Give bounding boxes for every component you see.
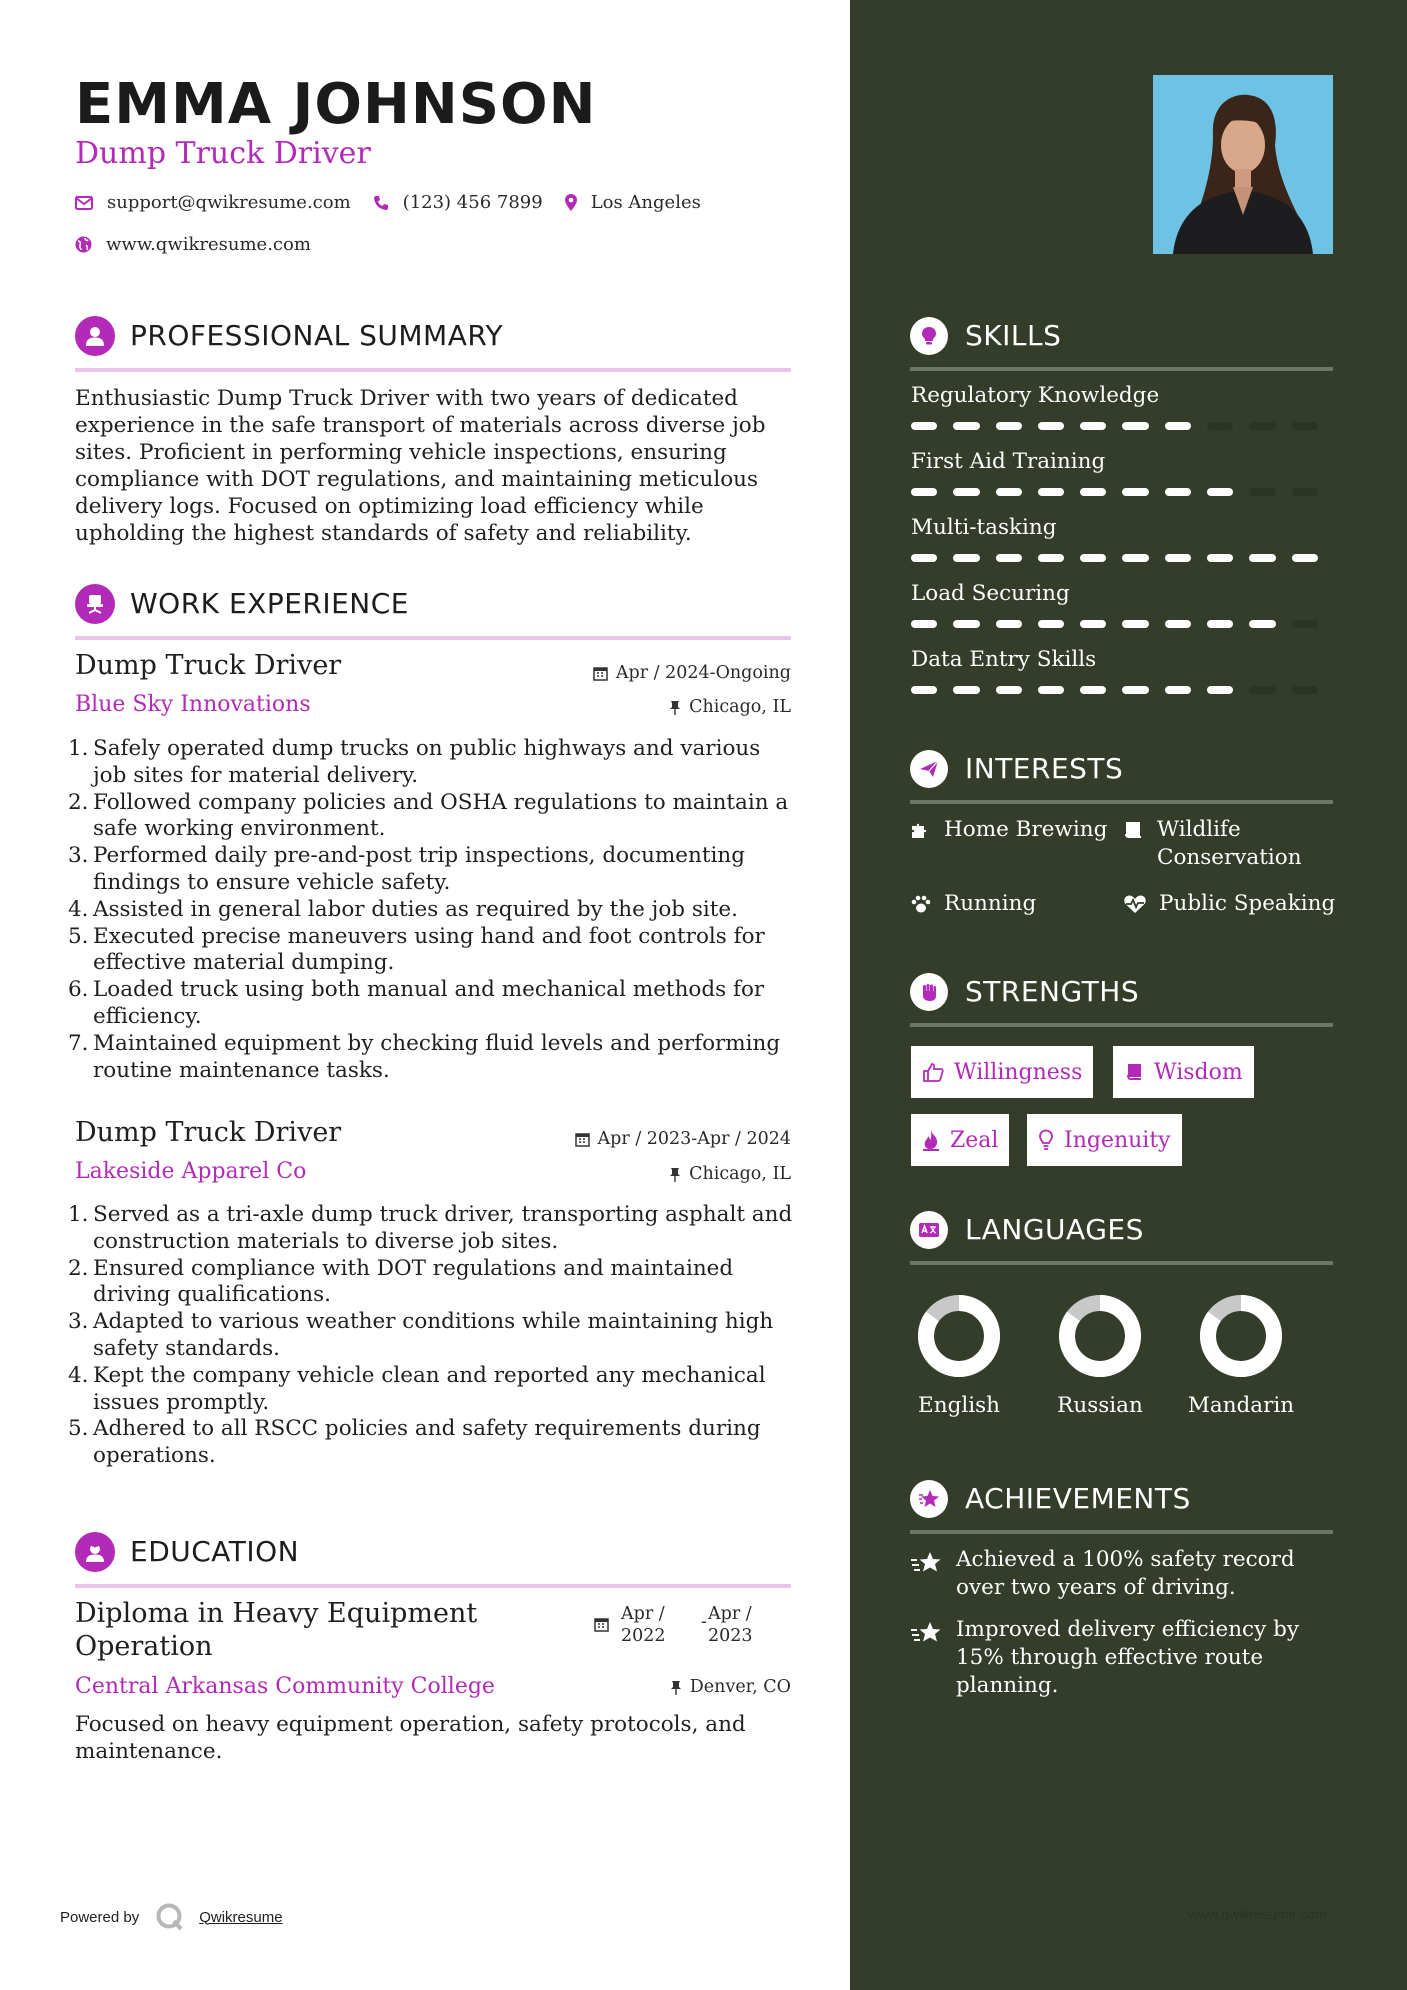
lightbulb-icon bbox=[910, 317, 948, 355]
skill-level-dash bbox=[1292, 554, 1318, 562]
section-divider bbox=[910, 367, 1333, 371]
skill-level-dash bbox=[1292, 422, 1318, 430]
skill-level-dash bbox=[953, 686, 979, 694]
skill-level-dash bbox=[1122, 488, 1148, 496]
skill-level-dash bbox=[911, 686, 937, 694]
office-chair-icon bbox=[75, 584, 115, 624]
skill-level-dash bbox=[1207, 620, 1233, 628]
skill-level-dash bbox=[1292, 488, 1318, 496]
section-divider bbox=[75, 636, 791, 640]
skill-level-dash bbox=[1122, 686, 1148, 694]
skills-title: SKILLS bbox=[965, 319, 1062, 352]
skill-level-dash bbox=[1207, 686, 1233, 694]
job-location-text: Chicago, IL bbox=[689, 1164, 791, 1184]
calendar-icon bbox=[594, 1617, 609, 1632]
achievements-section-header bbox=[910, 1480, 1333, 1540]
languages-section-header bbox=[910, 1211, 1333, 1271]
skill-level-dash bbox=[1165, 554, 1191, 562]
skill-level-dash bbox=[1080, 620, 1106, 628]
achievement-text: Improved delivery efficiency by 15% through effective route planning. bbox=[956, 1617, 1299, 1698]
skill-level-dash bbox=[996, 554, 1022, 562]
skill-level-meter bbox=[911, 686, 1334, 694]
strength-label: Ingenuity bbox=[1064, 1127, 1171, 1153]
job-duties-list bbox=[68, 736, 793, 1084]
skill-level-dash bbox=[911, 620, 937, 628]
strengths-section-header bbox=[910, 973, 1333, 1033]
skill-level-dash bbox=[1165, 422, 1191, 430]
skill-level-meter bbox=[911, 488, 1334, 496]
skill-level-dash bbox=[953, 554, 979, 562]
degree-title: Diploma in Heavy Equipment Operation bbox=[75, 1598, 478, 1662]
skill-item bbox=[911, 515, 1334, 562]
list-item: 1. Served as a tri-axle dump truck driver, transporting asphalt and construction materials to diverse job sites. bbox=[68, 1202, 793, 1254]
skill-level-dash bbox=[1207, 554, 1233, 562]
list-item: 5. Executed precise maneuvers using hand and foot controls for effective material dumping. bbox=[68, 923, 765, 976]
skill-level-dash bbox=[1038, 686, 1064, 694]
achievement-item bbox=[910, 1616, 1340, 1700]
skill-level-dash bbox=[996, 686, 1022, 694]
strength-label: Zeal bbox=[950, 1127, 999, 1153]
user-icon bbox=[75, 316, 115, 356]
skill-label: First Aid Training bbox=[911, 449, 1106, 474]
shooting-star-icon bbox=[910, 1550, 944, 1576]
footer-website: www.qwikresume.com bbox=[1188, 1906, 1327, 1922]
summary-text: Enthusiastic Dump Truck Driver with two years of dedicated experience in the safe transport of materials across diverse job sites. Proficient in performing vehicle inspections, ensuring compliance with DOT regulations, and maintaining meticulous delivery logs. Focused on optimizing load efficiency while upholding the highest standards of safety and reliability. bbox=[75, 386, 766, 546]
experience-title: WORK EXPERIENCE bbox=[130, 587, 409, 620]
book-icon bbox=[1123, 820, 1145, 840]
pushpin-icon bbox=[669, 700, 681, 715]
candidate-name: EMMA JOHNSON bbox=[75, 72, 597, 137]
job-dates bbox=[593, 663, 791, 683]
list-item: 3. Performed daily pre-and-post trip inspections, documenting findings to ensure vehicle safety. bbox=[68, 843, 746, 895]
skill-level-dash bbox=[1249, 620, 1275, 628]
interest-label: Home Brewing bbox=[944, 817, 1108, 842]
calendar-icon bbox=[593, 666, 608, 681]
heartbeat-icon bbox=[1123, 894, 1147, 914]
interest-label: Public Speaking bbox=[1159, 891, 1336, 916]
section-divider bbox=[910, 1261, 1333, 1265]
education-description: Focused on heavy equipment operation, safety protocols, and maintenance. bbox=[75, 1712, 746, 1764]
interests-title: INTERESTS bbox=[965, 752, 1124, 785]
skill-level-dash bbox=[1165, 620, 1191, 628]
skill-level-dash bbox=[953, 488, 979, 496]
list-item: 3. Adapted to various weather conditions while maintaining high safety standards. bbox=[68, 1309, 774, 1361]
section-divider bbox=[910, 1023, 1333, 1027]
job-dates-text: Apr / 2024-Ongoing bbox=[615, 663, 791, 683]
qwikresume-link[interactable]: Qwikresume bbox=[199, 1908, 283, 1926]
list-item: 5. Adhered to all RSCC policies and safety requirements during operations. bbox=[68, 1416, 761, 1469]
graduate-icon bbox=[75, 1532, 115, 1572]
achievements-title: ACHIEVEMENTS bbox=[965, 1482, 1191, 1515]
school-name: Central Arkansas Community College bbox=[75, 1674, 495, 1699]
list-item: 1. Safely operated dump trucks on public highways and various job sites for material delivery. bbox=[68, 736, 761, 788]
strength-label: Willingness bbox=[954, 1059, 1083, 1085]
shooting-star-icon bbox=[910, 1620, 944, 1646]
strength-label: Wisdom bbox=[1154, 1059, 1243, 1085]
skill-item bbox=[911, 383, 1334, 430]
list-item: 6. Loaded truck using both manual and mechanical methods for efficiency. bbox=[68, 977, 765, 1029]
skill-level-dash bbox=[911, 554, 937, 562]
skill-level-dash bbox=[996, 488, 1022, 496]
skill-level-dash bbox=[1038, 554, 1064, 562]
section-divider bbox=[75, 1584, 791, 1588]
pushpin-icon bbox=[670, 1680, 682, 1695]
achievement-item bbox=[910, 1546, 1340, 1602]
skill-level-dash bbox=[1038, 620, 1064, 628]
language-label: English bbox=[918, 1393, 1000, 1418]
phone-contact[interactable] bbox=[373, 192, 543, 213]
skill-level-dash bbox=[996, 620, 1022, 628]
date-separator: - bbox=[701, 1612, 707, 1632]
language-label: Russian bbox=[1057, 1393, 1143, 1418]
phone-icon bbox=[373, 195, 389, 211]
phone-text: (123) 456 7899 bbox=[402, 192, 543, 213]
list-item: 7. Maintained equipment by checking fluid levels and performing routine maintenance tasks. bbox=[68, 1030, 781, 1083]
job-location-text: Chicago, IL bbox=[689, 697, 791, 717]
website-row bbox=[75, 234, 333, 255]
skill-level-dash bbox=[1165, 686, 1191, 694]
strength-badge bbox=[1113, 1046, 1254, 1098]
language-label: Mandarin bbox=[1187, 1393, 1295, 1418]
skill-label: Regulatory Knowledge bbox=[911, 383, 1160, 408]
skill-level-meter bbox=[911, 554, 1334, 562]
book-icon bbox=[1124, 1062, 1144, 1082]
lightbulb-icon bbox=[1038, 1129, 1054, 1151]
job-duties-list bbox=[68, 1202, 793, 1470]
job-company: Blue Sky Innovations bbox=[75, 692, 311, 717]
map-marker-icon bbox=[565, 194, 577, 211]
school-location bbox=[670, 1677, 791, 1697]
job-location bbox=[669, 697, 791, 717]
strength-badge bbox=[911, 1046, 1093, 1098]
education-end: Apr / 2023 bbox=[708, 1604, 753, 1646]
job-title: Dump Truck Driver bbox=[75, 1117, 342, 1148]
sidebar bbox=[850, 0, 1407, 1990]
skill-item bbox=[911, 581, 1334, 628]
location-text: Los Angeles bbox=[590, 192, 701, 213]
interest-item bbox=[910, 890, 1110, 918]
puzzle-icon bbox=[910, 820, 932, 840]
job-dates bbox=[575, 1129, 791, 1149]
globe-icon bbox=[75, 236, 92, 253]
strength-badge bbox=[1027, 1114, 1182, 1166]
experience-section-header bbox=[75, 584, 791, 644]
section-divider bbox=[75, 368, 791, 372]
skill-level-meter bbox=[911, 422, 1334, 430]
interests-section-header bbox=[910, 750, 1333, 810]
job-dates-text: Apr / 2023-Apr / 2024 bbox=[597, 1129, 791, 1149]
interest-label: Running bbox=[944, 891, 1037, 916]
section-divider bbox=[910, 1530, 1333, 1534]
translate-icon bbox=[910, 1211, 948, 1249]
strengths-title: STRENGTHS bbox=[965, 975, 1140, 1008]
skill-level-meter bbox=[911, 620, 1334, 628]
website-contact[interactable] bbox=[75, 234, 311, 255]
skills-section-header bbox=[910, 317, 1333, 377]
summary-section-header bbox=[75, 316, 791, 376]
skill-level-dash bbox=[1207, 488, 1233, 496]
location-contact bbox=[565, 192, 701, 213]
education-section-header bbox=[75, 1532, 791, 1592]
section-divider bbox=[910, 800, 1333, 804]
language-proficiency-ring bbox=[1057, 1293, 1143, 1379]
powered-by-text: Powered by bbox=[60, 1908, 140, 1926]
languages-title: LANGUAGES bbox=[965, 1213, 1144, 1246]
language-proficiency-ring bbox=[1198, 1293, 1284, 1379]
strength-badge bbox=[911, 1114, 1009, 1166]
language-proficiency-ring bbox=[916, 1293, 1002, 1379]
interest-label: Wildlife Conservation bbox=[1157, 817, 1302, 870]
interest-item bbox=[1123, 816, 1313, 872]
skill-label: Multi-tasking bbox=[911, 515, 1057, 540]
email-contact[interactable] bbox=[75, 192, 351, 213]
skill-level-dash bbox=[1080, 554, 1106, 562]
skill-level-dash bbox=[1249, 686, 1275, 694]
email-text: support@qwikresume.com bbox=[107, 192, 351, 213]
language-item bbox=[894, 1293, 1024, 1418]
calendar-icon bbox=[575, 1132, 590, 1147]
interest-item bbox=[910, 816, 1110, 844]
education-start: Apr / 2022 bbox=[621, 1604, 666, 1646]
education-dates bbox=[621, 1603, 795, 1647]
skill-label: Load Securing bbox=[911, 581, 1070, 606]
candidate-role: Dump Truck Driver bbox=[75, 136, 371, 171]
paper-plane-icon bbox=[910, 750, 948, 788]
skill-level-dash bbox=[1207, 422, 1233, 430]
skill-level-dash bbox=[1249, 554, 1275, 562]
summary-title: PROFESSIONAL SUMMARY bbox=[130, 319, 504, 352]
skill-item bbox=[911, 647, 1334, 694]
envelope-icon bbox=[75, 196, 93, 210]
thumbs-up-icon bbox=[922, 1062, 944, 1082]
achievement-text: Achieved a 100% safety record over two years of driving. bbox=[956, 1547, 1295, 1600]
language-item bbox=[1035, 1293, 1165, 1418]
skill-level-dash bbox=[1080, 422, 1106, 430]
skill-level-dash bbox=[1038, 422, 1064, 430]
education-title: EDUCATION bbox=[130, 1535, 300, 1568]
interest-item bbox=[1123, 890, 1343, 918]
language-item bbox=[1176, 1293, 1306, 1418]
qwikresume-logo-icon bbox=[155, 1902, 185, 1932]
skill-level-dash bbox=[1122, 620, 1148, 628]
fist-icon bbox=[910, 973, 948, 1011]
contact-row bbox=[75, 192, 723, 213]
skill-level-dash bbox=[1080, 686, 1106, 694]
skill-level-dash bbox=[1038, 488, 1064, 496]
skill-level-dash bbox=[1122, 554, 1148, 562]
skill-level-dash bbox=[1080, 488, 1106, 496]
school-location-text: Denver, CO bbox=[689, 1677, 791, 1697]
job-location bbox=[669, 1164, 791, 1184]
skill-level-dash bbox=[996, 422, 1022, 430]
job-title: Dump Truck Driver bbox=[75, 650, 342, 681]
skill-level-dash bbox=[953, 422, 979, 430]
skill-level-dash bbox=[1249, 488, 1275, 496]
list-item: 4. Assisted in general labor duties as required by the job site. bbox=[68, 896, 738, 922]
profile-photo bbox=[1153, 75, 1333, 254]
star-icon bbox=[910, 1480, 948, 1518]
skill-level-dash bbox=[1249, 422, 1275, 430]
skill-level-dash bbox=[1292, 620, 1318, 628]
skill-level-dash bbox=[1165, 488, 1191, 496]
pushpin-icon bbox=[669, 1167, 681, 1182]
skill-level-dash bbox=[953, 620, 979, 628]
fire-icon bbox=[922, 1129, 940, 1151]
skill-level-dash bbox=[1292, 686, 1318, 694]
skill-item bbox=[911, 449, 1334, 496]
list-item: 2. Followed company policies and OSHA regulations to maintain a safe working environment. bbox=[68, 789, 789, 842]
skill-level-dash bbox=[911, 422, 937, 430]
powered-by bbox=[60, 1902, 283, 1932]
job-company: Lakeside Apparel Co bbox=[75, 1159, 307, 1184]
list-item: 2. Ensured compliance with DOT regulations and maintained driving qualifications. bbox=[68, 1255, 734, 1308]
skill-level-dash bbox=[1122, 422, 1148, 430]
paw-icon bbox=[910, 894, 932, 914]
skill-level-dash bbox=[911, 488, 937, 496]
skill-label: Data Entry Skills bbox=[911, 647, 1097, 672]
website-text: www.qwikresume.com bbox=[106, 234, 311, 255]
list-item: 4. Kept the company vehicle clean and reported any mechanical issues promptly. bbox=[68, 1362, 766, 1415]
